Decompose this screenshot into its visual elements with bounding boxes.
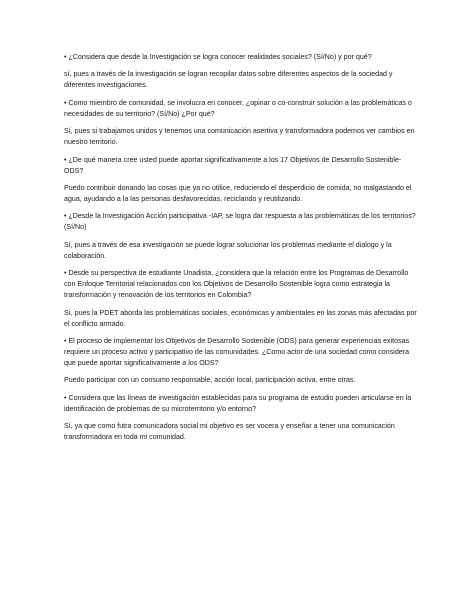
question-paragraph: • ¿Desde la Investigación Acción participativa -IAP, se logra dar respuesta a las problemáticas de los territorios? (Sí/No) [64, 212, 416, 232]
question-paragraph: • ¿De qué manera cree usted puede aportar significativamente a los 17 Objetivos de Desarrollo Sostenible-ODS? [64, 155, 402, 175]
answer-paragraph: Puedo contribuir donando las cosas que ya no utilice, reduciendo el desperdicio de comida, no malgastando el agua, ayudando a la las personas desfavorecidas, reciclando y reutilizando. [64, 183, 412, 203]
question-paragraph: • Desde su perspectiva de estudiante Unadista, ¿considera que la relación entre los Programas de Desarrollo con Enfoque Territorial relacionados con los Objetivos de Desarrollo Sostenible logra como estrategia la transformación y renovación de los territorios en Colombia? [64, 269, 409, 300]
answer-paragraph: Sí, pues a través de esa investigación se puede lograr solucionar los problemas mediante el dialogo y la colaboración. [64, 240, 392, 260]
answer-paragraph: sí, pues a través de la investigación se logran recopilar datos sobre diferentes aspectos de la sociedad y diferentes investigaciones. [64, 70, 393, 90]
question-paragraph: • ¿Considera que desde la Investigación se logra conocer realidades sociales? (Sí/No) y por qué? [64, 53, 372, 61]
answer-paragraph: Sí, pues la PDET aborda las problemáticas sociales, económicas y ambientales en las zonas más afectadas por el conflicto armado. [64, 308, 417, 328]
question-paragraph: • Considera que las líneas de investigación establecidas para su programa de estudio pueden articularse en la identificación de problemas de su microterritorio y/o entorno? [64, 393, 412, 413]
answer-paragraph: Puedo participar con un consumo responsable, acción local, participación activa, entre otras. [64, 376, 356, 385]
question-paragraph: • El proceso de implementar los Objetivos de Desarrollo Sostenible (ODS) para generar experiencias exitosas requiere un proceso activo y participativo de las comunidades. ¿Como actor de una sociedad como considera que puede aportar significativamente a los ODS? [64, 336, 410, 367]
answer-paragraph: Sí, ya que como futra comunicadora social mi objetivo es ser vocera y enseñar a tener una comunicación transformadora en toda mi comunidad. [64, 422, 395, 442]
question-paragraph: • Como miembro de comunidad, se involucra en conocer, ¿opinar o co-construir solución a las problemáticas o necesidades de su territorio? (Sí/No) ¿Por qué? [64, 98, 412, 118]
answer-paragraph: Sí, pues si trabajamos unidos y tenemos una comunicación asertiva y transformadora podemos ver cambios en nuestro territorio. [64, 127, 415, 147]
document-body [64, 52, 418, 449]
